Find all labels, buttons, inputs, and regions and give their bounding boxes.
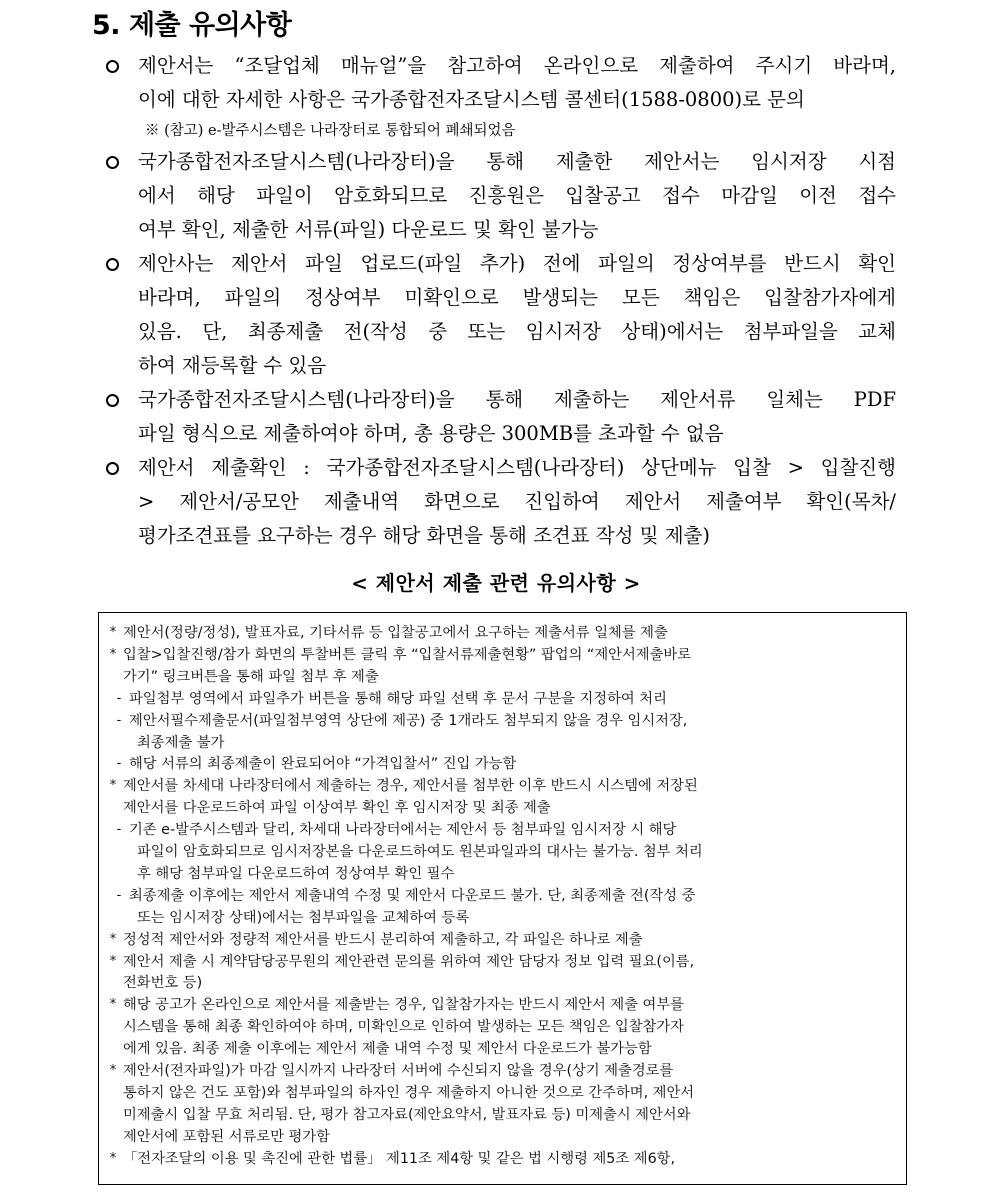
notice-text: 제안서를 차세대 나라장터에서 제출하는 경우, 제안서를 첨부한 이후 반드시 시스템에 저장된 — [123, 778, 698, 795]
note-line: 국가종합전자조달시스템(나라장터)을 통해 제출하는 제안서류 일체는 PDF — [138, 388, 896, 411]
notice-text: 제안서 제출 시 계약담당공무원의 제안관련 문의를 위하여 제안 담당자 정보 입력 필요(이름, — [123, 953, 695, 970]
notice-text: 후 해당 첨부파일 다운로드하여 정상여부 확인 필수 — [137, 865, 455, 882]
notice-text: 파일이 암호화되므로 임시저장본을 다운로드하여도 원본파일과의 대사는 불가능. 첨부 처리 — [137, 844, 703, 860]
asterisk-bullet-icon: * — [109, 997, 117, 1013]
circle-bullet-icon — [106, 462, 119, 475]
note-item — [0, 451, 992, 553]
dash-bullet-icon: - — [116, 887, 122, 903]
section-title: 5. 제출 유의사항 — [92, 10, 292, 41]
notice-text: 최종제출 이후에는 제안서 제출내역 수정 및 제안서 다운로드 불가. 단, 최종제출 전(작성 중 — [129, 887, 696, 904]
notice-text: 해당 서류의 최종제출이 완료되어야 “가격입찰서” 진입 가능함 — [129, 756, 517, 773]
notice-text: 또는 임시저장 상태)에서는 첨부파일을 교체하여 등록 — [137, 909, 470, 926]
note-line: 평가조견표를 요구하는 경우 해당 화면을 통해 조견표 작성 및 제출) — [138, 524, 710, 547]
circle-bullet-icon — [106, 394, 119, 407]
notice-text: 전화번호 등) — [123, 975, 203, 992]
note-line: 이에 대한 자세한 사항은 국가종합전자조달시스템 콜센터(1588-0800)로 문의 — [138, 88, 805, 111]
dash-bullet-icon: - — [116, 822, 122, 838]
circle-bullet-icon — [106, 60, 119, 73]
notice-text: 「전자조달의 이용 및 촉진에 관한 법률」 제11조 제4항 및 같은 법 시행령 제5조 제6항, — [123, 1150, 676, 1167]
asterisk-bullet-icon: * — [109, 931, 117, 947]
notice-text: 제안서(정량/정성), 발표자료, 기타서류 등 입찰공고에서 요구하는 제출서류 일체를 제출 — [123, 625, 668, 641]
circle-bullet-icon — [106, 258, 119, 271]
dash-bullet-icon: - — [116, 756, 122, 772]
note-line: 에서 해당 파일이 암호화되므로 진흥원은 입찰공고 접수 마감일 이전 접수 — [138, 184, 896, 207]
asterisk-bullet-icon: * — [109, 778, 117, 794]
note-line: 있음. 단, 최종제출 전(작성 중 또는 임시저장 상태)에서는 첨부파일을 교체 — [138, 320, 896, 343]
reference-note: ※ (참고) e-발주시스템은 나라장터로 통합되어 폐쇄되었음 — [145, 123, 516, 139]
notice-text: 입찰>입찰진행/참가 화면의 투찰버튼 클릭 후 “입찰서류제출현황” 팝업의 “제안서제출바로 — [123, 646, 692, 663]
asterisk-bullet-icon: * — [109, 1063, 117, 1078]
notice-text: 통하지 않은 건도 포함)와 첨부파일의 하자인 경우 제출하지 아니한 것으로 간주하며, 제안서 — [123, 1084, 695, 1101]
notice-text: 제안서를 다운로드하여 파일 이상여부 확인 후 임시저장 및 최종 제출 — [123, 800, 551, 817]
note-item — [0, 383, 992, 451]
notice-box — [98, 612, 907, 1185]
box-heading: < 제안서 제출 관련 유의사항 > — [351, 571, 641, 595]
notice-text: 정성적 제안서와 정량적 제안서를 반드시 분리하여 제출하고, 각 파일은 하나로 제출 — [123, 931, 643, 948]
notice-text: 기존 e-발주시스템과 달리, 차세대 나라장터에서는 제안서 등 첨부파일 임시저장 시 해당 — [129, 822, 677, 839]
notice-text: 가기” 링크버튼을 통해 파일 첨부 후 제출 — [123, 668, 379, 685]
notice-text: 미제출시 입찰 무효 처리됨. 단, 평가 참고자료(제안요약서, 발표자료 등) 미제출시 제안서와 — [123, 1106, 691, 1123]
note-line: 하여 재등록할 수 있음 — [138, 354, 327, 377]
note-line: 제안서 제출확인 : 국가종합전자조달시스템(나라장터) 상단메뉴 입찰 > 입찰진행 — [138, 456, 896, 479]
note-item — [0, 49, 992, 145]
note-line: 제안서는 “조달업체 매뉴얼”을 참고하여 온라인으로 제출하여 주시기 바라며, — [138, 54, 896, 77]
asterisk-bullet-icon: * — [109, 953, 117, 969]
submission-notes-list — [0, 49, 992, 553]
note-item — [0, 247, 992, 383]
note-line: 파일 형식으로 제출하여야 하며, 총 용량은 300MB를 초과할 수 없음 — [138, 422, 724, 445]
asterisk-bullet-icon: * — [109, 625, 117, 640]
circle-bullet-icon — [106, 156, 119, 169]
notice-text: 제안서에 포함된 서류로만 평가함 — [123, 1128, 330, 1145]
dash-bullet-icon: - — [116, 712, 122, 728]
note-item — [0, 145, 992, 247]
notice-text: 최종제출 불가 — [137, 734, 225, 751]
notice-text: 에게 있음. 최종 제출 이후에는 제안서 제출 내역 수정 및 제안서 다운로드가 불가능함 — [123, 1041, 652, 1058]
notice-text: 시스템을 통해 최종 확인하여야 하며, 미확인으로 인하여 발생하는 모든 책임은 입찰참가자 — [123, 1019, 684, 1036]
notice-text: 해당 공고가 온라인으로 제안서를 제출받는 경우, 입찰참가자는 반드시 제안서 제출 여부를 — [123, 997, 684, 1014]
notice-text: 제안서(전자파일)가 마감 일시까지 나라장터 서버에 수신되지 않을 경우(상기 제출경로를 — [123, 1063, 674, 1079]
notice-text: 제안서필수제출문서(파일첨부영역 상단에 제공) 중 1개라도 첨부되지 않을 경우 임시저장, — [129, 712, 688, 729]
notice-text: 파일첨부 영역에서 파일추가 버튼을 통해 해당 파일 선택 후 문서 구분을 지정하여 처리 — [129, 690, 667, 707]
dash-bullet-icon: - — [116, 690, 122, 706]
note-line: 제안사는 제안서 파일 업로드(파일 추가) 전에 파일의 정상여부를 반드시 확인 — [138, 252, 896, 275]
note-line: 바라며, 파일의 정상여부 미확인으로 발생되는 모든 책임은 입찰참가자에게 — [138, 286, 896, 309]
asterisk-bullet-icon: * — [109, 646, 117, 662]
note-line: 여부 확인, 제출한 서류(파일) 다운로드 및 확인 불가능 — [138, 218, 599, 241]
asterisk-bullet-icon: * — [109, 1150, 117, 1166]
note-line: > 제안서/공모안 제출내역 화면으로 진입하여 제안서 제출여부 확인(목차/ — [138, 490, 896, 513]
note-line: 국가종합전자조달시스템(나라장터)을 통해 제출한 제안서는 임시저장 시점 — [138, 150, 896, 173]
